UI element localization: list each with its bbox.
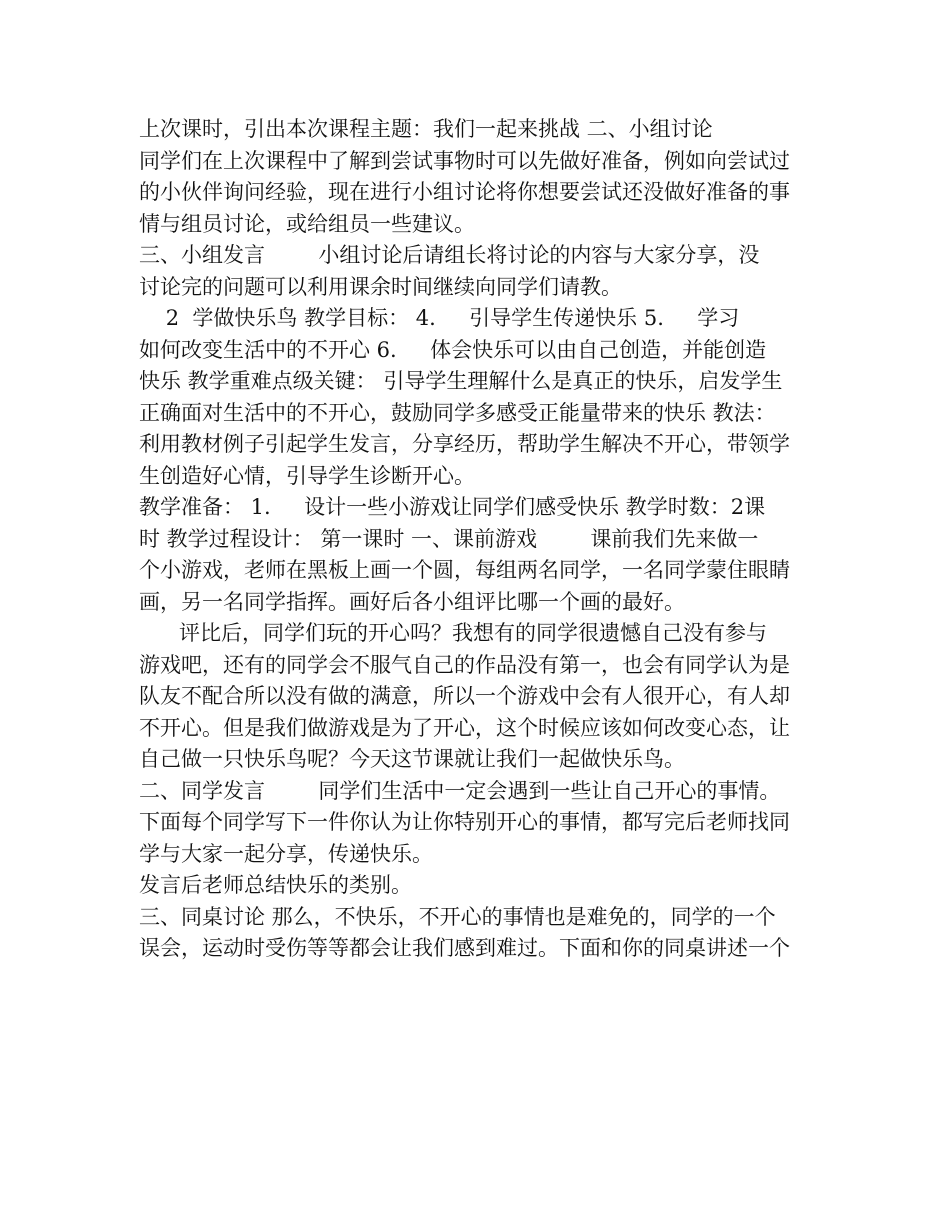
text-line: 利用教材例子引起学生发言，分享经历，帮助学生解决不开心，带领学 <box>139 432 790 456</box>
text-line: 教学准备： 1. 设计一些小游戏让同学们感受快乐 教学时数：2课 <box>139 495 766 519</box>
text-line: 讨论完的问题可以利用课余时间继续向同学们请教。 <box>139 274 622 299</box>
text-line: 学与大家一起分享，传递快乐。 <box>139 841 433 866</box>
text-line: 2 学做快乐鸟 教学目标： 4. 引导学生传递快乐 5. 学习 <box>139 306 740 330</box>
text-line: 队友不配合所以没有做的满意，所以一个游戏中会有人很开心，有人却 <box>139 684 790 708</box>
text-line: 正确面对生活中的不开心，鼓励同学多感受正能量带来的快乐 教法： <box>139 400 776 425</box>
text-line: 二、同学发言 同学们生活中一定会遇到一些让自己开心的事情。 <box>139 778 781 803</box>
text-line: 三、同桌讨论 那么，不快乐，不开心的事情也是难免的，同学的一个 <box>139 904 776 929</box>
text-line: 游戏吧，还有的同学会不服气自己的作品没有第一，也会有同学认为是 <box>139 652 790 677</box>
text-line: 误会，运动时受伤等等都会让我们感到难过。下面和你的同桌讲述一个 <box>139 936 790 960</box>
text-line: 情与组员讨论，或给组员一些建议。 <box>139 211 475 236</box>
text-line: 时 教学过程设计： 第一课时 一、课前游戏 课前我们先来做一 <box>139 526 759 551</box>
text-line: 三、小组发言 小组讨论后请组长将讨论的内容与大家分享，没 <box>139 243 760 267</box>
document-body <box>139 114 815 965</box>
text-line: 评比后，同学们玩的开心吗？我想有的同学很遗憾自己没有参与 <box>139 621 768 645</box>
text-line: 自己做一只快乐鸟呢？今天这节课就让我们一起做快乐鸟。 <box>139 747 685 771</box>
text-line: 快乐 教学重难点级关键： 引导学生理解什么是真正的快乐，启发学生 <box>139 369 783 393</box>
text-line: 个小游戏，老师在黑板上画一个圆，每组两名同学，一名同学蒙住眼睛 <box>139 558 790 582</box>
text-line: 生创造好心情，引导学生诊断开心。 <box>139 463 475 488</box>
text-line: 下面每个同学写下一件你认为让你特别开心的事情，都写完后老师找同 <box>139 810 790 834</box>
text-line: 不开心。但是我们做游戏是为了开心，这个时候应该如何改变心态，让 <box>139 715 790 740</box>
text-line: 的小伙伴询问经验，现在进行小组讨论将你想要尝试还没做好准备的事 <box>139 180 790 204</box>
text-line: 同学们在上次课程中了解到尝试事物时可以先做好准备，例如向尝试过 <box>139 148 790 173</box>
text-line: 如何改变生活中的不开心 6. 体会快乐可以由自己创造，并能创造 <box>139 337 767 362</box>
text-line: 画，另一名同学指挥。画好后各小组评比哪一个画的最好。 <box>139 589 685 614</box>
text-line: 发言后老师总结快乐的类别。 <box>139 873 412 897</box>
text-line: 上次课时，引出本次课程主题：我们一起来挑战 二、小组讨论 <box>139 117 713 141</box>
